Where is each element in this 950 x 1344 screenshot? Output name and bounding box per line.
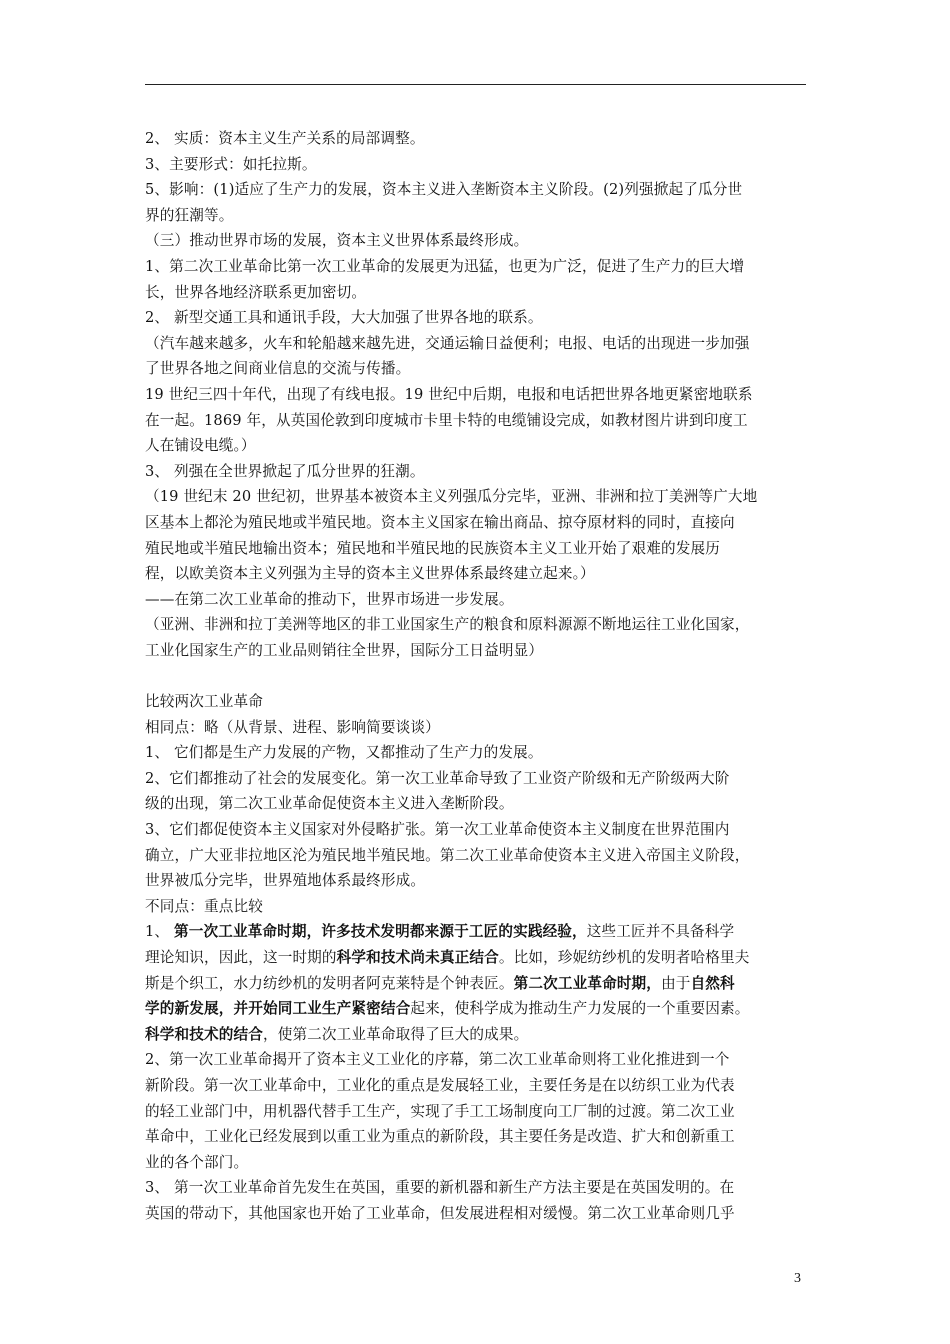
text-line: 界的狂潮等。 bbox=[145, 206, 234, 224]
text-segment: 斯是个织工，水力纺纱机的发明者阿克莱特是个钟表匠。 bbox=[145, 974, 514, 992]
text-segment: ，使第二次工业革命取得了巨大的成果。 bbox=[262, 1025, 529, 1043]
tail-lines-block bbox=[145, 1047, 809, 1226]
text-line: 1、第二次工业革命比第一次工业革命的发展更为迅猛，也更为广泛，促进了生产力的巨大增 bbox=[145, 257, 745, 275]
text-line: 级的出现，第二次工业革命促使资本主义进入垄断阶段。 bbox=[145, 795, 514, 813]
text-line: 殖民地或半殖民地输出资本；殖民地和半殖民地的民族资本主义工业开始了艰难的发展历 bbox=[145, 539, 721, 557]
text-line: 英国的带动下，其他国家也开始了工业革命，但发展进程相对缓慢。第二次工业革命则几乎 bbox=[145, 1204, 735, 1222]
text-line bbox=[145, 945, 809, 971]
text-segment: 起来，使科学成为推动生产力发展的一个重要因素。 bbox=[410, 1000, 750, 1018]
text-line: 新阶段。第一次工业革命中，工业化的重点是发展轻工业，主要任务是在以纺织工业为代表 bbox=[145, 1076, 735, 1094]
page-number: 3 bbox=[794, 1271, 801, 1286]
text-line: 程，以欧美资本主义列强为主导的资本主义世界体系最终建立起来。） bbox=[145, 565, 595, 583]
text-line bbox=[145, 1022, 809, 1048]
text-line: 在一起。1869 年，从英国伦敦到印度城市卡里卡特的电缆铺设完成，如教材图片讲到印度工 bbox=[145, 411, 748, 429]
text-line: （亚洲、非洲和拉丁美洲等地区的非工业国家生产的粮食和原料源源不断地运往工业化国家， bbox=[145, 616, 750, 634]
text-line: 比较两次工业革命 bbox=[145, 693, 263, 711]
bold-text-segment: 学的新发展，并开始同工业生产紧密结合 bbox=[145, 1000, 411, 1018]
text-line: ——在第二次工业革命的推动下，世界市场进一步发展。 bbox=[145, 590, 514, 608]
text-line: 3、 列强在全世界掀起了瓜分世界的狂潮。 bbox=[145, 462, 425, 480]
text-line: 不同点：重点比较 bbox=[145, 897, 263, 915]
text-segment: 。比如，珍妮纺纱机的发明者哈格里夫 bbox=[498, 949, 750, 966]
text-line: 世界被瓜分完毕，世界殖地体系最终形成。 bbox=[145, 872, 426, 890]
blank-line bbox=[145, 663, 809, 689]
text-line: 工业化国家生产的工业品则销往全世界，国际分工日益明显） bbox=[145, 641, 544, 659]
text-line: 2、第一次工业革命揭开了资本主义工业化的序幕，第二次工业革命则将工业化推进到一个 bbox=[145, 1051, 730, 1069]
text-line: 长，世界各地经济联系更加密切。 bbox=[145, 283, 367, 301]
header-rule bbox=[145, 84, 806, 85]
text-line bbox=[145, 971, 809, 997]
text-line: 3、 第一次工业革命首先发生在英国，重要的新机器和新生产方法主要是在英国发明的。在 bbox=[145, 1179, 735, 1197]
text-line: 人在铺设电缆。） bbox=[145, 437, 256, 455]
bold-text-segment: 科学和技术尚未真正结合 bbox=[336, 949, 499, 966]
text-line: 2、 实质：资本主义生产关系的局部调整。 bbox=[145, 130, 425, 147]
plain-lines-block bbox=[145, 126, 809, 919]
text-line: 2、 新型交通工具和通讯手段，大大加强了世界各地的联系。 bbox=[145, 309, 543, 327]
text-line: 革命中，工业化已经发展到以重工业为重点的新阶段，其主要任务是改造、扩大和创新重工 bbox=[145, 1128, 735, 1146]
text-line: 相同点：略（从背景、进程、影响简要谈谈） bbox=[145, 718, 440, 736]
text-line: 业的各个部门。 bbox=[145, 1153, 249, 1171]
text-line: 区基本上都沦为殖民地或半殖民地。资本主义国家在输出商品、掠夺原材料的同时，直接向 bbox=[145, 513, 735, 531]
text-line: （汽车越来越多，火车和轮船越来越先进，交通运输日益便利；电报、电话的出现进一步加强 bbox=[145, 334, 750, 352]
text-line bbox=[145, 919, 809, 945]
rich-lines-block bbox=[145, 919, 809, 1047]
bold-text-segment: 自然科 bbox=[690, 974, 735, 992]
text-segment: 这些工匠并不具备科学 bbox=[586, 923, 735, 941]
text-line: 3、主要形式：如托拉斯。 bbox=[145, 155, 317, 173]
bold-text-segment: 第一次工业革命时期，许多技术发明都来源于工匠的实践经验， bbox=[173, 923, 587, 941]
text-segment: 由于 bbox=[661, 974, 691, 992]
text-line: 确立，广大亚非拉地区沦为殖民地半殖民地。第二次工业革命使资本主义进入帝国主义阶段， bbox=[145, 846, 750, 864]
text-line: 的轻工业部门中，用机器代替手工生产，实现了手工工场制度向工厂制的过渡。第二次工业 bbox=[145, 1102, 735, 1120]
text-segment: 1、 bbox=[145, 923, 174, 941]
text-line: 19 世纪三四十年代，出现了有线电报。19 世纪中后期，电报和电话把世界各地更紧密地联系 bbox=[145, 385, 753, 403]
text-line: 1、 它们都是生产力发展的产物，又都推动了生产力的发展。 bbox=[145, 744, 543, 762]
text-line: （19 世纪末 20 世纪初，世界基本被资本主义列强瓜分完毕，亚洲、非洲和拉丁美洲等广大地 bbox=[145, 488, 758, 506]
text-line: 了世界各地之间商业信息的交流与传播。 bbox=[145, 360, 411, 378]
text-line: 3、它们都促使资本主义国家对外侵略扩张。第一次工业革命使资本主义制度在世界范围内 bbox=[145, 821, 730, 839]
document-body bbox=[145, 126, 809, 1227]
bold-text-segment: 科学和技术的结合 bbox=[145, 1025, 263, 1043]
text-line: （三）推动世界市场的发展，资本主义世界体系最终形成。 bbox=[145, 232, 529, 250]
text-segment: 理论知识，因此，这一时期的 bbox=[145, 949, 337, 966]
text-line: 5、影响：(1)适应了生产力的发展，资本主义进入垄断资本主义阶段。(2)列强掀起了瓜分世 bbox=[145, 181, 743, 199]
text-line: 2、它们都推动了社会的发展变化。第一次工业革命导致了工业资产阶级和无产阶级两大阶 bbox=[145, 769, 730, 787]
bold-text-segment: 第二次工业革命时期， bbox=[513, 974, 662, 992]
text-line bbox=[145, 996, 809, 1022]
